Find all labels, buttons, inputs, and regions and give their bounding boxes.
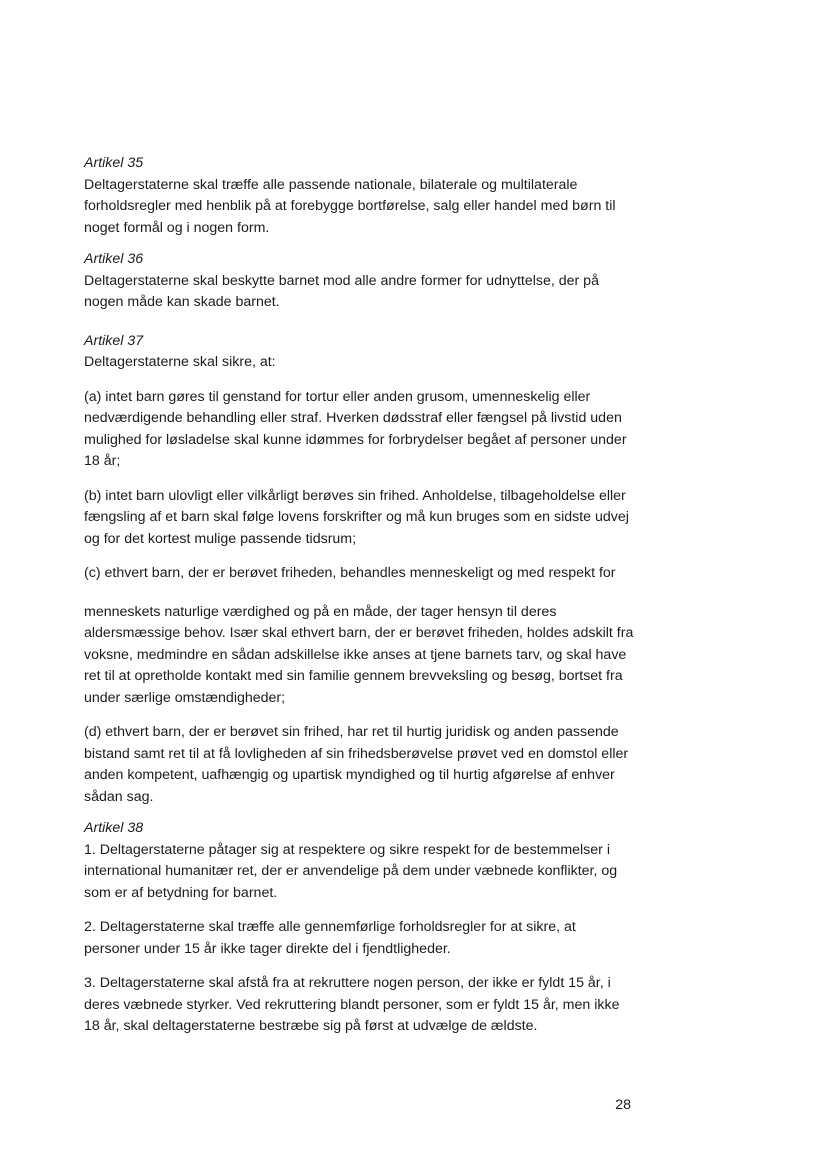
text-line: fængsling af et barn skal følge lovens forskrifter og må kun bruges som en sidste udvej xyxy=(84,509,629,525)
text-line: ret til at opretholde kontakt med sin familie gennem brevveksling og besøg, bortset fra xyxy=(84,668,623,684)
text-line: forholdsregler med henblik på at forebygge bortførelse, salg eller handel med børn til xyxy=(84,198,616,214)
text-line: international humanitær ret, der er anvendelige på dem under væbnede konflikter, og xyxy=(84,863,618,879)
text-line: som er af betydning for barnet. xyxy=(84,884,278,901)
text-line: deres væbnede styrker. Ved rekruttering blandt personer, som er fyldt 15 år, men ikke xyxy=(84,996,620,1013)
text-line: (d) ethvert barn, der er berøvet sin frihed, har ret til hurtig juridisk og anden passende xyxy=(84,724,619,740)
article-37-item-a xyxy=(84,387,644,473)
text-line: aldersmæssige behov. Især skal ethvert barn, der er berøvet friheden, holdes adskilt fra xyxy=(84,625,634,641)
article-35-text xyxy=(84,175,644,240)
text-line: anden kompetent, uafhængig og upartisk myndighed og til hurtig afgørelse af enhver xyxy=(84,767,615,783)
text-line: nedværdigende behandling eller straf. Hverken dødsstraf eller fængsel på livstid uden xyxy=(84,410,622,426)
text-line: under særlige omstændigheder; xyxy=(84,689,286,706)
text-line: Deltagerstaterne skal træffe alle passende nationale, bilaterale og multilaterale xyxy=(84,176,578,193)
text-line: noget formål og i nogen form. xyxy=(84,219,270,236)
text-line: og for det kortest mulige passende tidsrum; xyxy=(84,530,357,547)
article-38-paragraph-2 xyxy=(84,917,644,960)
text-line: voksne, medmindre en sådan adskillelse ikke anses at tjene barnets tarv, og skal have xyxy=(84,646,627,663)
text-line: personer under 15 år ikke tager direkte del i fjendtligheder. xyxy=(84,940,451,957)
article-36-heading: Artikel 36 xyxy=(84,251,144,267)
article-37-item-d xyxy=(84,722,644,808)
text-line: 18 år; xyxy=(84,453,121,469)
page-number: 28 xyxy=(615,1097,631,1113)
text-line: bistand samt ret til at få lovligheden af sin frihedsberøvelse prøvet ved en domstol eller xyxy=(84,745,629,762)
text-line: (b) intet barn ulovligt eller vilkårligt berøves sin frihed. Anholdelse, tilbageholdelse eller xyxy=(84,487,626,504)
text-line: (a) intet barn gøres til genstand for tortur eller anden grusom, umenneskelig eller xyxy=(84,388,591,405)
text-line: 18 år, skal deltagerstaterne bestræbe sig på først at udvælge de ældste. xyxy=(84,1018,538,1034)
text-line: Deltagerstaterne skal beskytte barnet mod alle andre former for udnyttelse, der på xyxy=(84,272,599,289)
text-line: nogen måde kan skade barnet. xyxy=(84,294,280,310)
text-line: 2. Deltagerstaterne skal træffe alle gennemførlige forholdsregler for at sikre, at xyxy=(84,919,576,935)
text-line: 1. Deltagerstaterne påtager sig at respektere og sikre respekt for de bestemmelser i xyxy=(84,841,610,858)
article-37-intro: Deltagerstaterne skal sikre, at: xyxy=(84,354,276,370)
article-37-item-c-continued xyxy=(84,602,644,710)
article-37-item-b xyxy=(84,486,644,551)
article-38-paragraph-1 xyxy=(84,840,644,905)
text-line: 3. Deltagerstaterne skal afstå fra at rekruttere nogen person, der ikke er fyldt 15 år, i xyxy=(84,975,611,991)
article-36-text xyxy=(84,271,644,314)
article-38-paragraph-3 xyxy=(84,973,644,1038)
article-35-heading: Artikel 35 xyxy=(84,155,144,171)
text-line: sådan sag. xyxy=(84,788,154,805)
article-37-item-c-first-line: (c) ethvert barn, der er berøvet friheden, behandles menneskeligt og med respekt for xyxy=(84,565,616,581)
page-content xyxy=(84,153,644,1038)
article-38-heading: Artikel 38 xyxy=(84,820,144,836)
text-line: menneskets naturlige værdighed og på en måde, der tager hensyn til deres xyxy=(84,603,557,620)
text-line: mulighed for løsladelse skal kunne idømmes for forbrydelser begået af personer under xyxy=(84,431,627,448)
article-37-heading: Artikel 37 xyxy=(84,332,144,349)
